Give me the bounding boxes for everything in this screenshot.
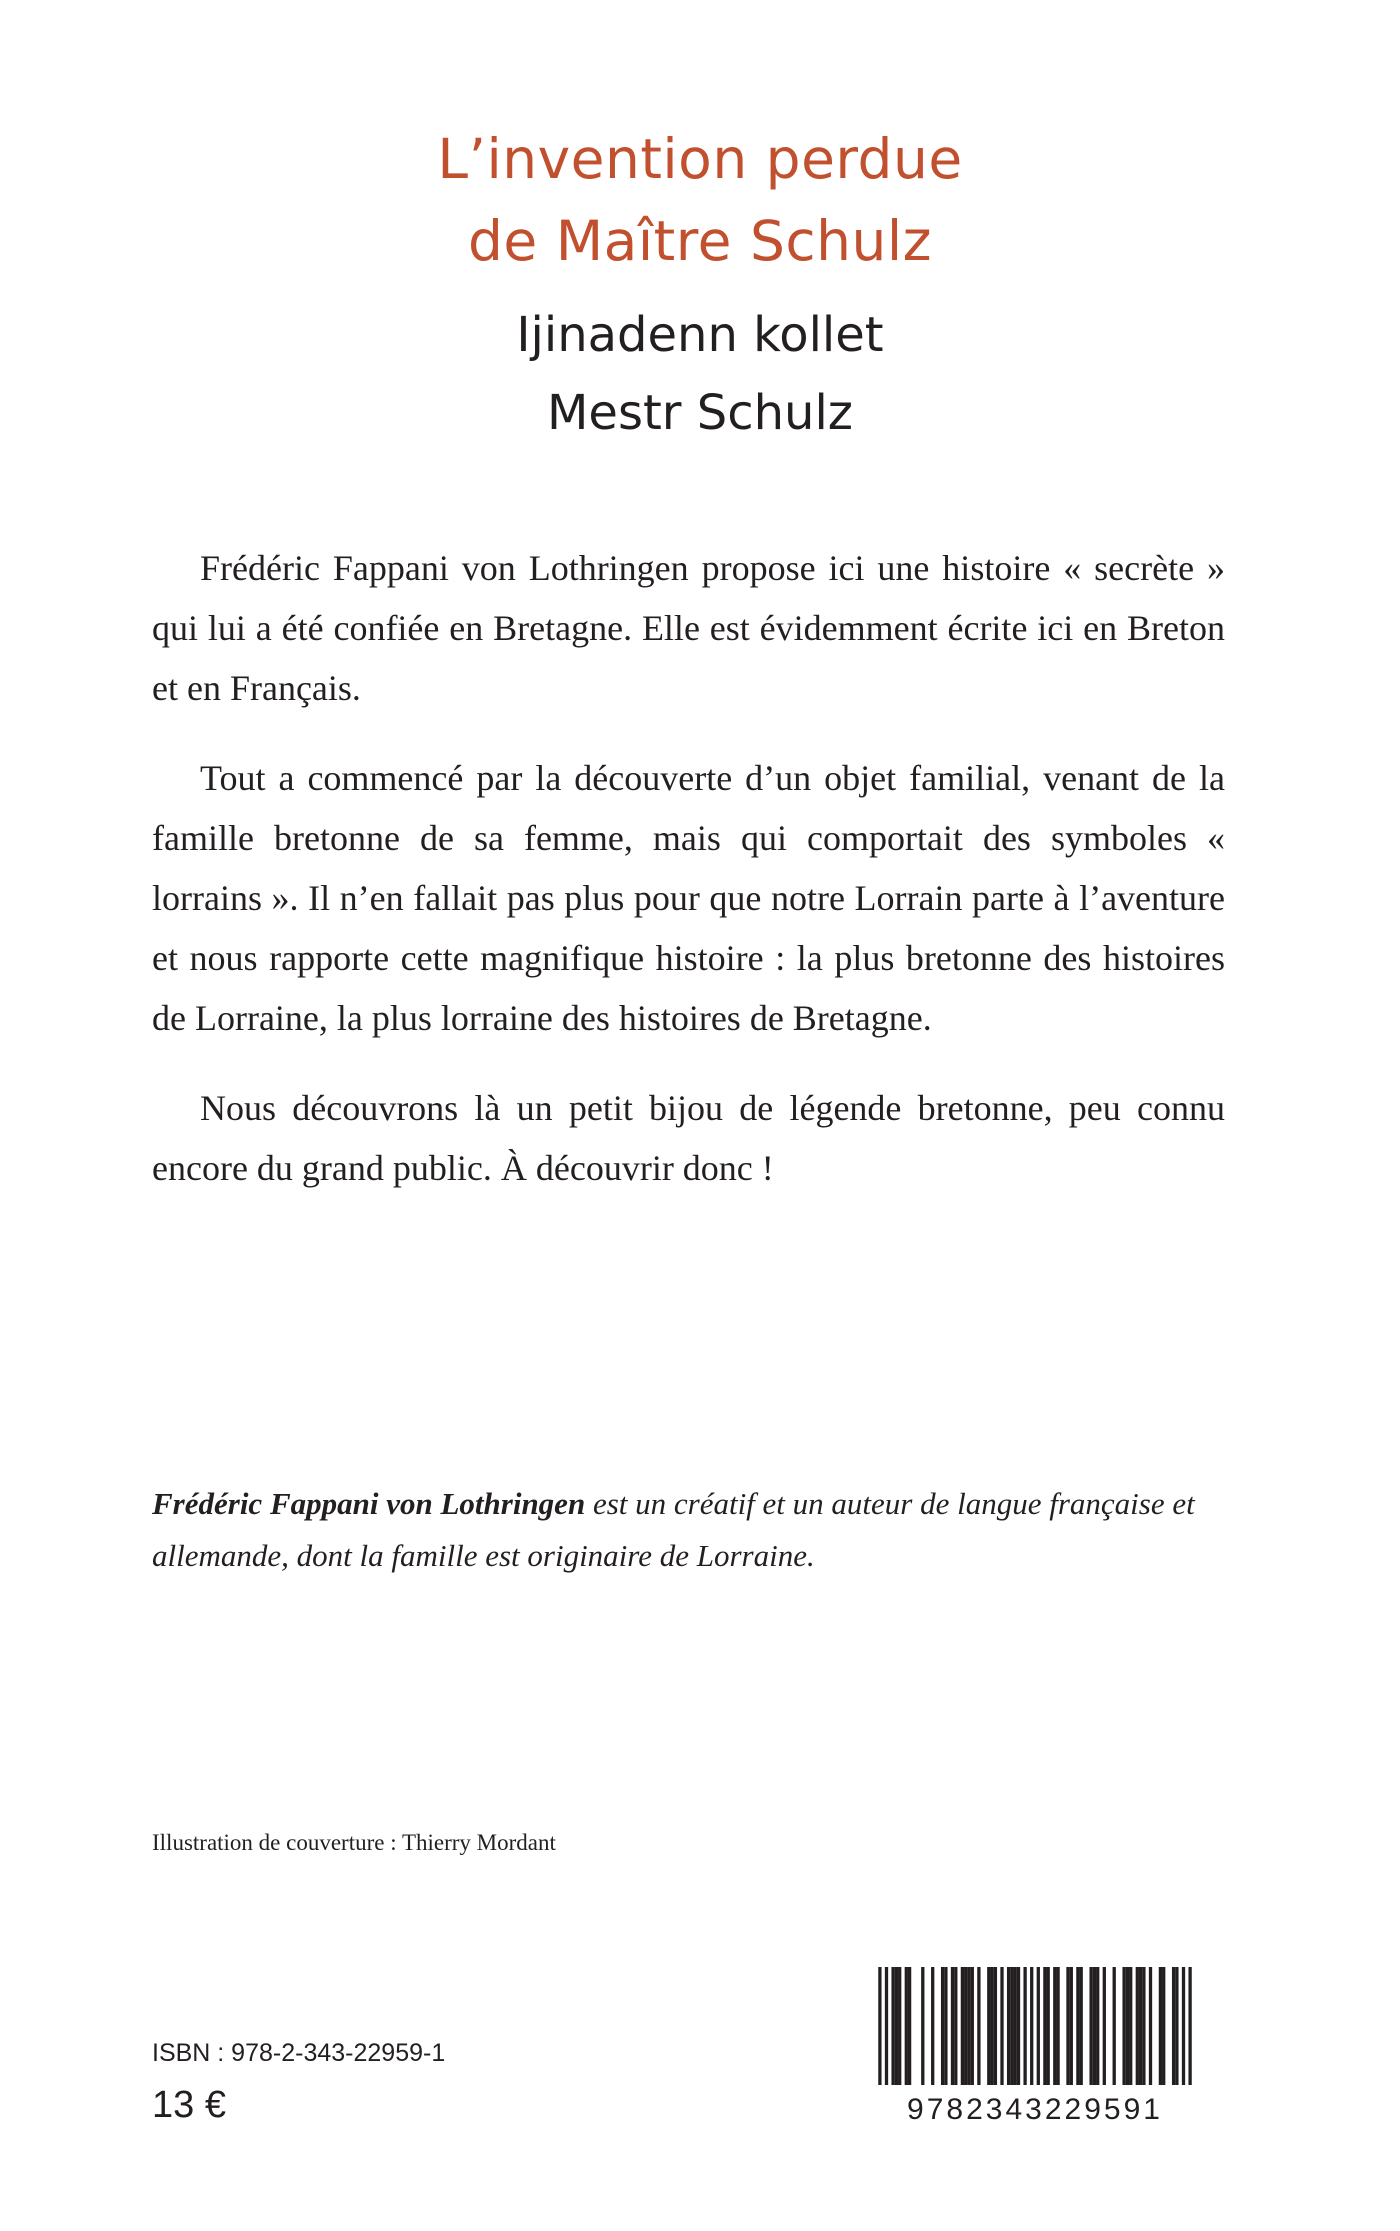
barcode-bar bbox=[921, 1967, 924, 2085]
barcode-bar bbox=[1023, 1967, 1026, 2085]
french-title bbox=[0, 118, 1400, 282]
barcode-bar bbox=[1000, 1967, 1003, 2085]
barcode-number: 9782343229591 bbox=[907, 2093, 1163, 2126]
barcode-bar bbox=[1188, 1967, 1191, 2085]
breton-title bbox=[0, 296, 1400, 452]
barcode-bar bbox=[1007, 1967, 1010, 2085]
author-bio bbox=[152, 1478, 1225, 1582]
barcode-bar bbox=[1037, 1967, 1040, 2085]
barcode-bar bbox=[941, 1967, 944, 2085]
barcode-bar bbox=[1030, 1967, 1033, 2085]
barcode-bar bbox=[1136, 1967, 1139, 2085]
barcode-bar bbox=[891, 1967, 894, 2085]
price-label: 13 € bbox=[152, 2084, 226, 2126]
barcode-bar bbox=[895, 1967, 898, 2085]
barcode-bar bbox=[1043, 1967, 1046, 2085]
barcode-bar bbox=[1172, 1967, 1175, 2085]
barcode-bar bbox=[908, 1967, 911, 2085]
barcode-bar bbox=[944, 1967, 947, 2085]
barcode-bar bbox=[1122, 1967, 1125, 2085]
barcode-bar bbox=[1056, 1967, 1059, 2085]
barcode-bar bbox=[1010, 1967, 1013, 2085]
barcode-bar bbox=[1129, 1967, 1132, 2085]
barcode-bar bbox=[951, 1967, 954, 2085]
breton-title-line-2: Mestr Schulz bbox=[547, 385, 853, 441]
barcode-bar bbox=[1080, 1967, 1083, 2085]
barcode-bar bbox=[1093, 1967, 1096, 2085]
barcode-bar bbox=[878, 1967, 881, 2085]
breton-title-line-1: Ijinadenn kollet bbox=[516, 307, 884, 363]
french-title-line-1: L’invention perdue bbox=[437, 127, 963, 191]
barcode-bar bbox=[1047, 1967, 1050, 2085]
barcode-bar bbox=[1014, 1967, 1017, 2085]
isbn-label: ISBN : 978-2-343-22959-1 bbox=[152, 2039, 446, 2067]
illustration-credit: Illustration de couverture : Thierry Mordant bbox=[152, 1830, 556, 1855]
french-title-line-2: de Maître Schulz bbox=[468, 209, 932, 273]
barcode-bar bbox=[954, 1967, 957, 2085]
barcode-bar bbox=[1066, 1967, 1069, 2085]
barcode-bar bbox=[1149, 1967, 1152, 2085]
back-cover-blurb bbox=[152, 538, 1225, 1228]
barcode-bar bbox=[1103, 1967, 1106, 2085]
barcode bbox=[868, 1967, 1202, 2127]
barcode-bar bbox=[964, 1967, 967, 2085]
barcode-bar bbox=[971, 1967, 974, 2085]
barcode-bars bbox=[868, 1967, 1202, 2127]
barcode-bar bbox=[931, 1967, 934, 2085]
barcode-bar bbox=[1142, 1967, 1145, 2085]
barcode-bar bbox=[961, 1967, 964, 2085]
barcode-bar bbox=[1126, 1967, 1129, 2085]
barcode-bar bbox=[1017, 1967, 1020, 2085]
barcode-bar bbox=[1096, 1967, 1099, 2085]
barcode-bar bbox=[994, 1967, 997, 2085]
barcode-bar bbox=[885, 1967, 888, 2085]
barcode-bar bbox=[1162, 1967, 1165, 2085]
barcode-bar bbox=[1076, 1967, 1079, 2085]
barcode-bar bbox=[1053, 1967, 1056, 2085]
author-bio-text: est un créatif et un auteur de langue française et allemande, dont la famille est originaire de Lorraine. bbox=[152, 1486, 1195, 1573]
barcode-bar bbox=[905, 1967, 908, 2085]
title-block bbox=[0, 118, 1400, 452]
barcode-bar bbox=[967, 1967, 970, 2085]
barcode-bar bbox=[1070, 1967, 1073, 2085]
barcode-bar bbox=[990, 1967, 993, 2085]
author-name: Frédéric Fappani von Lothringen bbox=[152, 1486, 586, 1521]
barcode-bar bbox=[1175, 1967, 1178, 2085]
barcode-bar bbox=[1159, 1967, 1162, 2085]
blurb-paragraph-3: Nous découvrons là un petit bijou de légende bretonne, peu connu encore du grand public. À découvrir donc ! bbox=[152, 1088, 1225, 1188]
barcode-bar bbox=[1182, 1967, 1185, 2085]
barcode-bar bbox=[977, 1967, 980, 2085]
barcode-bar bbox=[1139, 1967, 1142, 2085]
blurb-paragraph-2: Tout a commencé par la découverte d’un objet familial, venant de la famille bretonne de sa femme, mais qui comportait des symboles « lorrains ». Il n’en fallait pas plus pour que notre Lorrain parte à l’aventure et nous rapporte cette magnifique histoire : la plus bretonne des histoires de Lorraine, la plus lorraine des histoires de Bretagne. bbox=[152, 758, 1225, 1038]
barcode-bar bbox=[898, 1967, 901, 2085]
barcode-bar bbox=[1089, 1967, 1092, 2085]
barcode-bar bbox=[987, 1967, 990, 2085]
blurb-paragraph-1: Frédéric Fappani von Lothringen propose ici une histoire « secrète » qui lui a été confiée en Bretagne. Elle est évidemment écrite ici en Breton et en Français. bbox=[152, 548, 1225, 708]
barcode-bar bbox=[1113, 1967, 1116, 2085]
